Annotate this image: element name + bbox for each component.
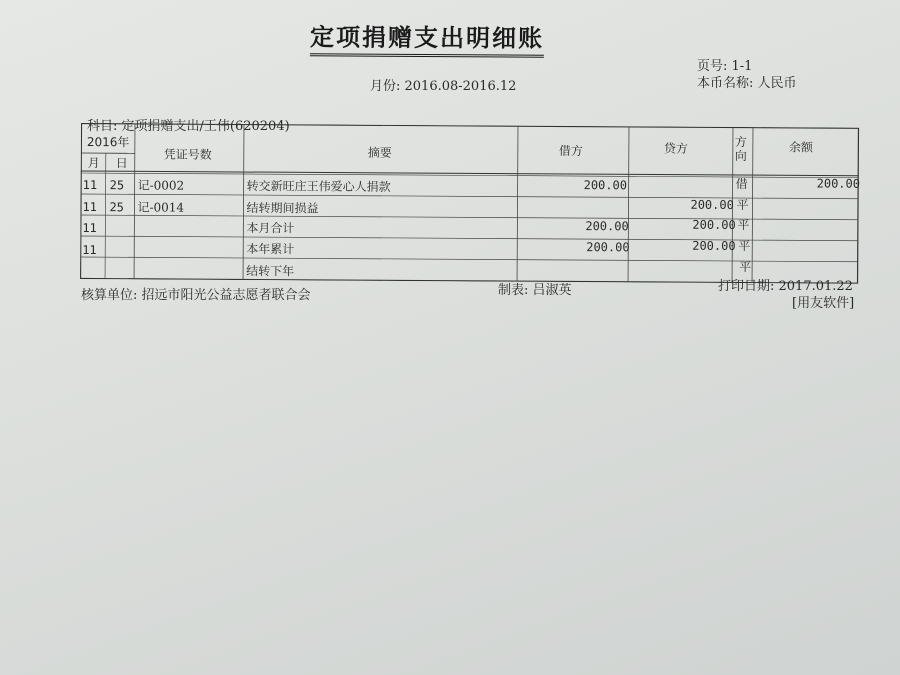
row-2-direction: 平	[736, 198, 749, 213]
row-1-summary: 转交新旺庄王伟爱心人捐款	[246, 179, 391, 194]
header-summary: 摘要	[367, 145, 392, 160]
row-1-day: 25	[109, 178, 125, 193]
document-title: 定项捐赠支出明细账	[310, 17, 544, 57]
header-debit: 借方	[558, 143, 583, 159]
row-4-summary: 本年累计	[246, 242, 295, 257]
row-3-summary: 本月合计	[246, 221, 295, 236]
print-date: 打印日期: 2017.01.22	[718, 279, 853, 294]
header-direction-bottom: 向	[734, 148, 747, 164]
row-4-credit: 200.00	[692, 238, 736, 254]
header-direction-top: 方	[734, 134, 747, 150]
row-3-credit: 200.00	[692, 217, 736, 233]
row-5-direction: 平	[739, 260, 752, 275]
account-subject: 科目: 定项捐赠支出/王伟(620204)	[87, 119, 290, 134]
header-balance: 余额	[788, 140, 813, 155]
page-number: 页号: 1-1	[697, 59, 753, 74]
header-voucher: 凭证号数	[163, 147, 212, 162]
row-4-direction: 平	[738, 239, 751, 254]
row-2-summary: 结转期间损益	[246, 201, 319, 216]
row-2-day: 25	[109, 200, 124, 215]
row-2-credit: 200.00	[690, 197, 734, 212]
row-1-balance: 200.00	[816, 176, 861, 191]
row-4-month: 11	[82, 243, 97, 258]
row-3-month: 11	[82, 221, 97, 236]
prepared-by: 制表: 吕淑英	[498, 283, 572, 298]
row-5-summary: 结转下年	[246, 264, 295, 279]
accounting-unit: 核算单位: 招远市阳光公益志愿者联合会	[81, 288, 311, 303]
header-year: 2016年	[86, 135, 130, 150]
row-1-debit: 200.00	[583, 178, 628, 193]
row-2-voucher: 记-0014	[137, 200, 185, 215]
row-1-direction: 借	[735, 177, 748, 192]
header-month: 月	[87, 156, 100, 171]
currency-name: 本币名称: 人民币	[697, 76, 797, 91]
row-1-month: 11	[82, 178, 98, 193]
row-1-voucher: 记-0002	[137, 178, 185, 193]
month-range: 月份: 2016.08-2016.12	[370, 79, 517, 94]
header-day: 日	[115, 156, 128, 171]
ledger-table	[80, 123, 861, 284]
row-4-debit: 200.00	[586, 240, 630, 255]
header-credit: 贷方	[663, 141, 688, 156]
row-3-debit: 200.00	[585, 219, 629, 234]
software-brand: [用友软件]	[792, 296, 855, 311]
row-3-direction: 平	[737, 218, 750, 233]
row-2-month: 11	[82, 200, 97, 215]
